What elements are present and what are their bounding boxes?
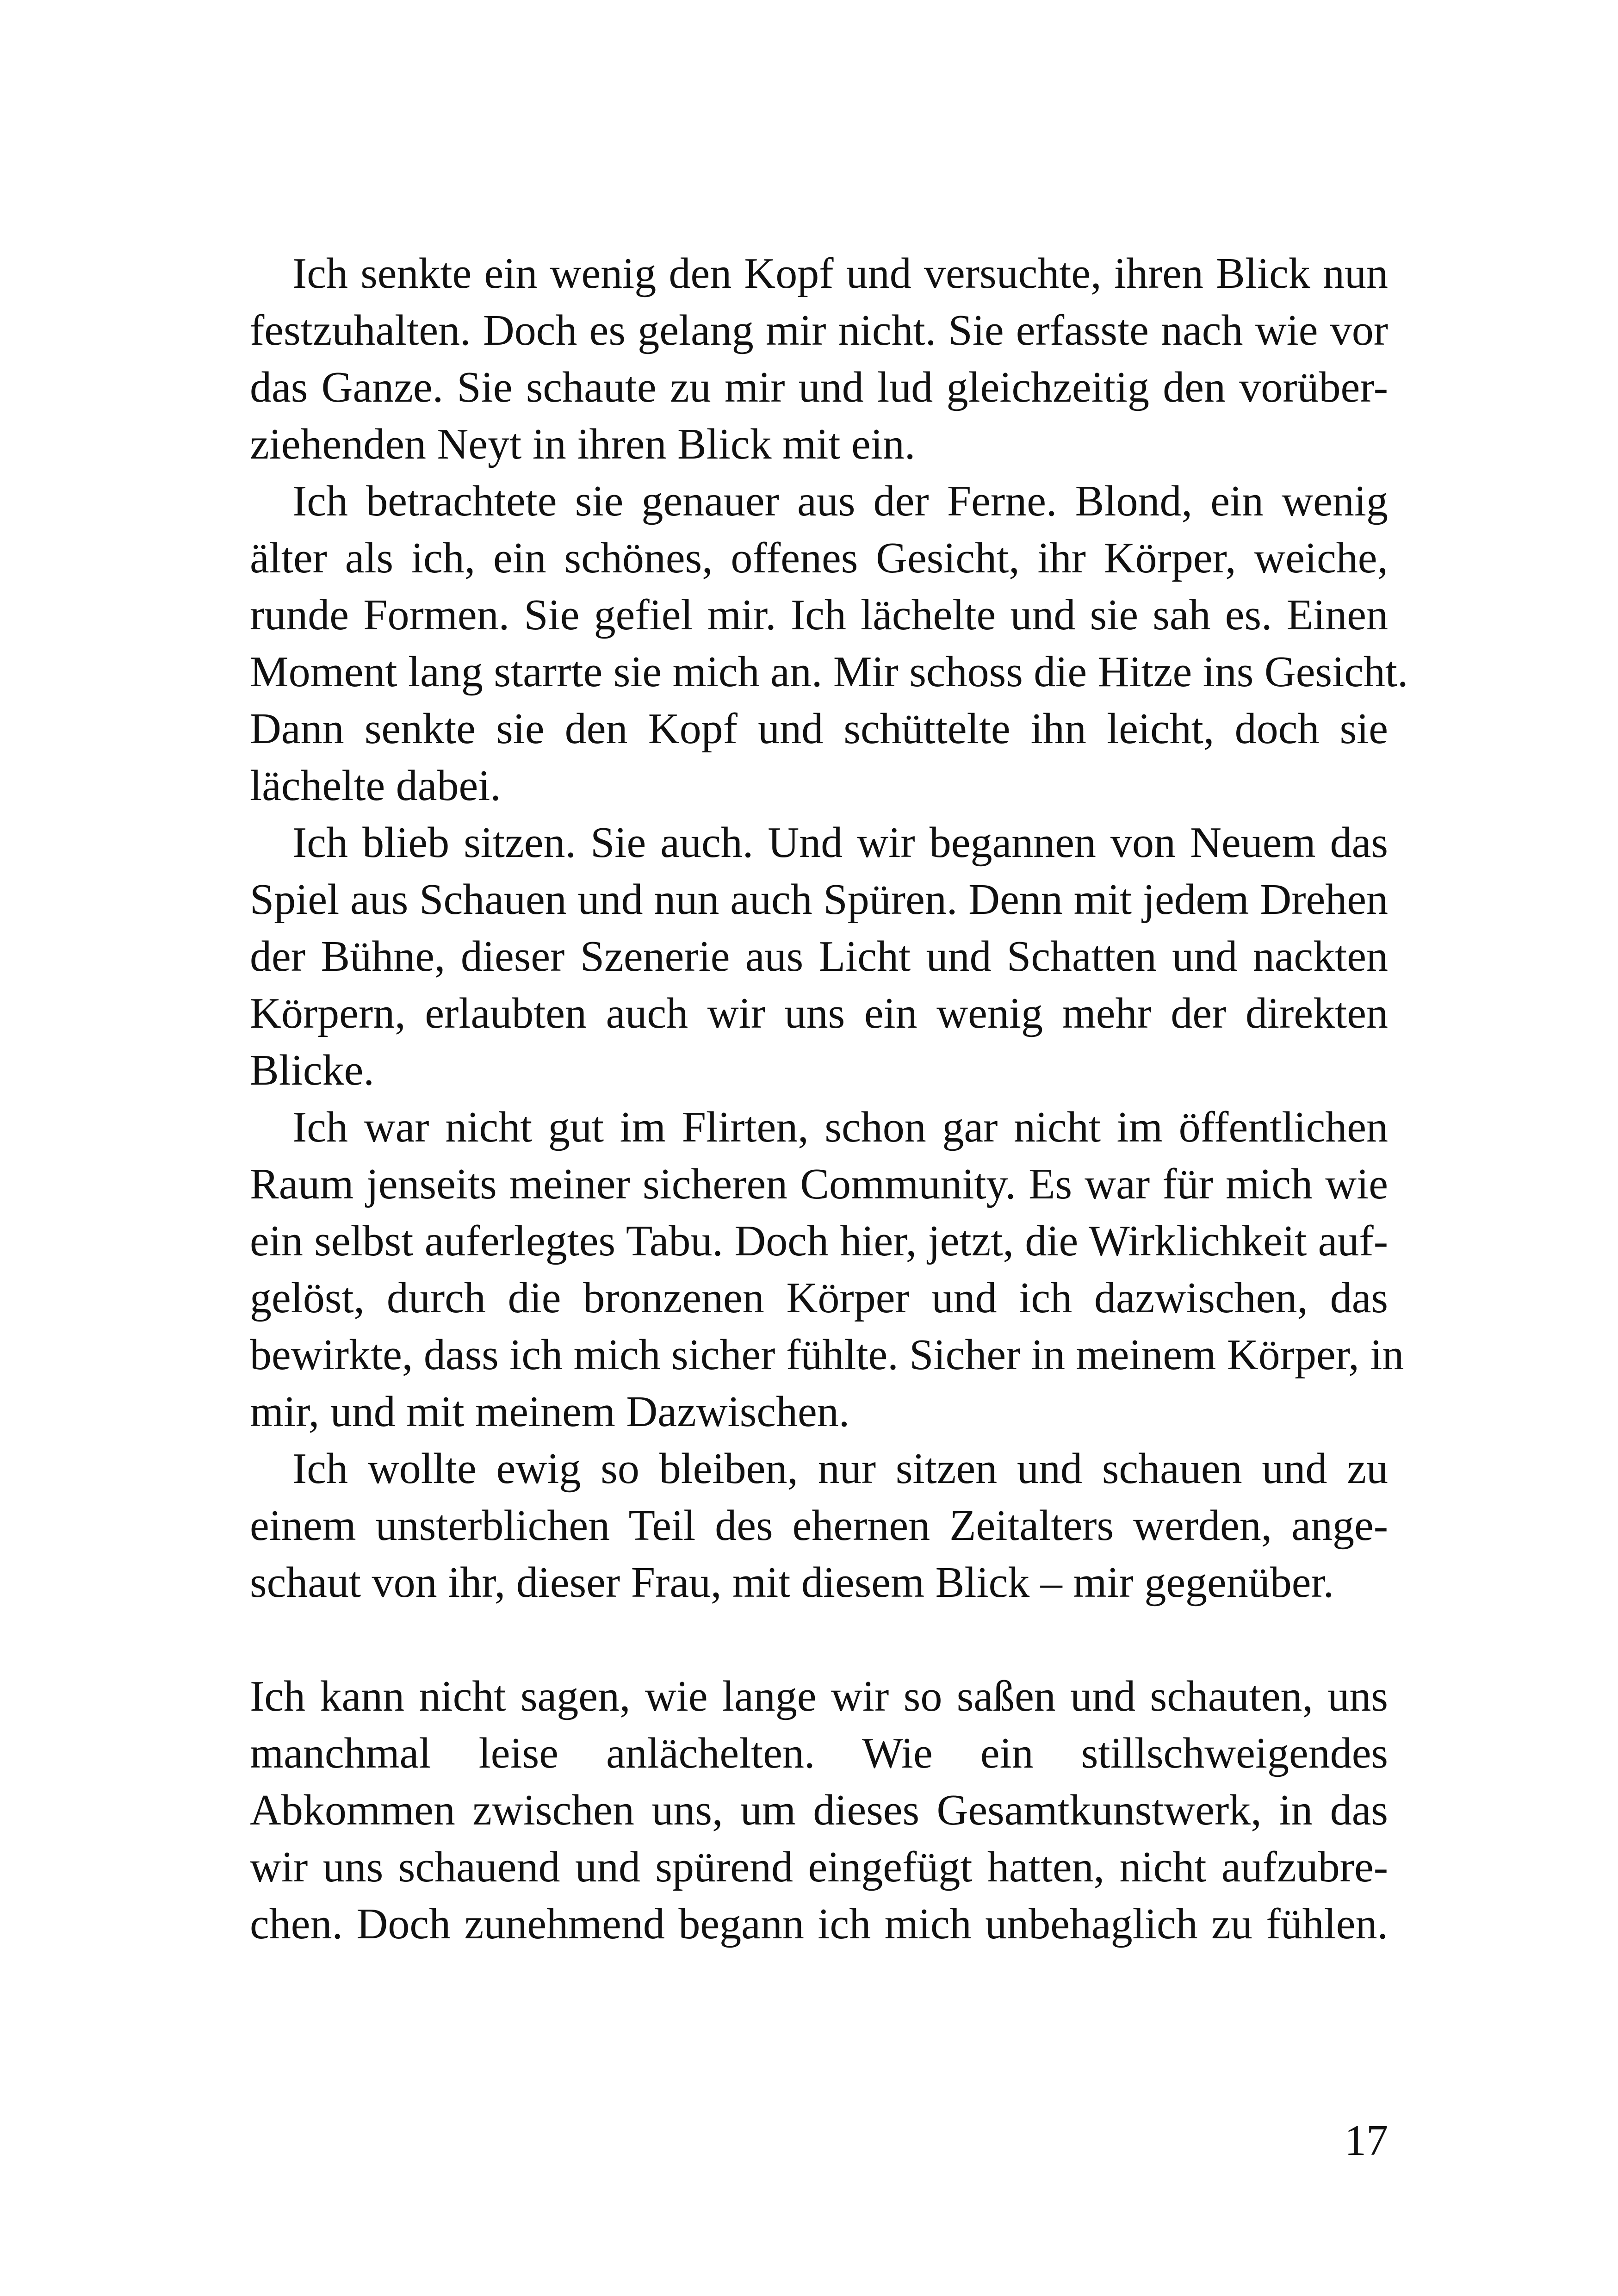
text-line: Dann senkte sie den Kopf und schüttelte ihn leicht, doch sie [250,705,1388,753]
text-line: Ich betrachtete sie genauer aus der Ferne. Blond, ein wenig [292,477,1388,525]
paragraph [250,473,1408,814]
text-line: älter als ich, ein schönes, offenes Gesicht, ihr Körper, weiche, [250,534,1388,582]
text-line: der Bühne, dieser Szenerie aus Licht und Schatten und nackten [250,932,1388,980]
text-line: Ich blieb sitzen. Sie auch. Und wir begannen von Neuem das [292,819,1388,867]
text-line: schaut von ihr, dieser Frau, mit diesem Blick – mir gegenüber. [250,1558,1334,1607]
text-line: das Ganze. Sie schaute zu mir und lud gleichzeitig den vorüber- [250,363,1388,411]
text-line: einem unsterblichen Teil des ehernen Zeitalters werden, ange- [250,1502,1388,1550]
text-line: wir uns schauend und spürend eingefügt hatten, nicht aufzubre- [250,1843,1388,1891]
text-line: runde Formen. Sie gefiel mir. Ich lächelte und sie sah es. Einen [250,591,1388,639]
text-line: Ich war nicht gut im Flirten, schon gar nicht im öffentlichen [292,1103,1388,1151]
text-line: Ich kann nicht sagen, wie lange wir so saßen und schauten, uns [250,1672,1388,1720]
text-line: mir, und mit meinem Dazwischen. [250,1388,850,1436]
text-line: chen. Doch zunehmend begann ich mich unbehaglich zu fühlen. [250,1900,1388,1948]
text-line: ein selbst auferlegtes Tabu. Doch hier, jetzt, die Wirklichkeit auf- [250,1217,1388,1265]
text-line: Blicke. [250,1046,374,1094]
page-number: 17 [1345,2116,1388,2165]
text-line: manchmal leise anlächelten. Wie ein stillschweigendes [250,1729,1388,1777]
body-text [250,245,1408,1953]
paragraph [250,1099,1404,1440]
text-line: lächelte dabei. [250,762,501,810]
text-line: Raum jenseits meiner sicheren Community. Es war für mich wie [250,1160,1388,1208]
text-line: Ich senkte ein wenig den Kopf und versuchte, ihren Blick nun [292,249,1388,298]
text-line: Abkommen zwischen uns, um dieses Gesamtkunstwerk, in das [250,1786,1388,1834]
text-line: Moment lang starrte sie mich an. Mir schoss die Hitze ins Gesicht. [250,648,1408,696]
text-line: Spiel aus Schauen und nun auch Spüren. Denn mit jedem Drehen [250,875,1388,924]
paragraph [250,1440,1388,1611]
text-line: Körpern, erlaubten auch wir uns ein wenig mehr der direkten [250,989,1388,1037]
text-line: ziehenden Neyt in ihren Blick mit ein. [250,420,916,468]
text-line: Ich wollte ewig so bleiben, nur sitzen und schauen und zu [292,1445,1388,1493]
text-line: gelöst, durch die bronzenen Körper und ich dazwischen, das [250,1274,1388,1322]
text-line: bewirkte, dass ich mich sicher fühlte. Sicher in meinem Körper, in [250,1331,1404,1379]
section-break [250,1611,1388,1668]
text-line: festzuhalten. Doch es gelang mir nicht. Sie erfasste nach wie vor [250,306,1388,354]
paragraph [250,814,1388,1099]
paragraph [250,245,1388,473]
paragraph [250,1668,1388,1953]
